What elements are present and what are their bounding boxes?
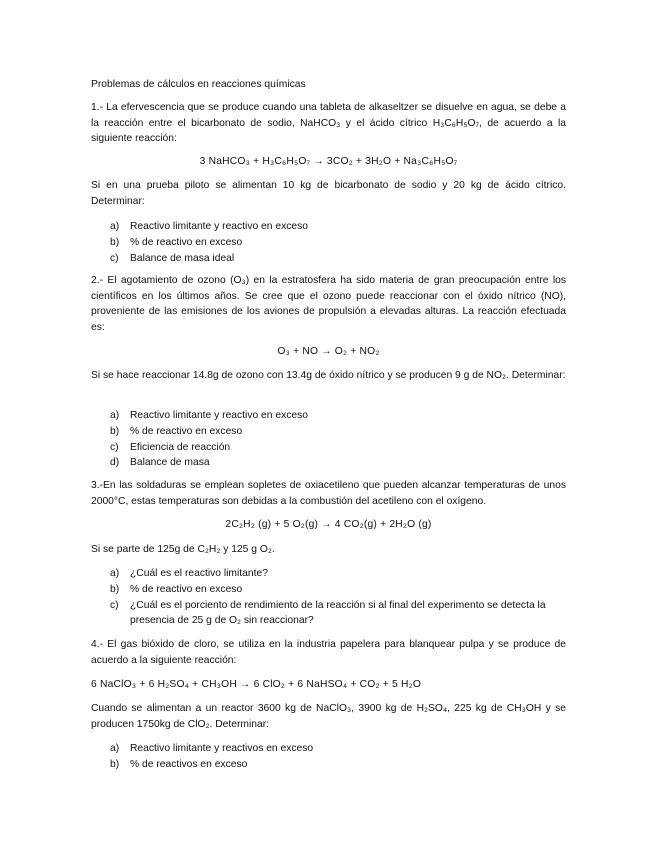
problem-2-list: [110, 408, 570, 471]
list-item: b) % de reactivo en exceso: [110, 583, 243, 595]
problem-3-equation: 2C₂H₂ (g) + 5 O₂(g) → 4 CO₂(g) + 2H₂O (g): [225, 519, 432, 530]
problem-1-list: [110, 219, 570, 266]
list-item: d) Balance de masa: [110, 457, 210, 469]
problem-4-list: [110, 741, 570, 773]
problem-3-data: Si se parte de 125g de C₂H₂ y 125 g O₂.: [91, 544, 275, 555]
list-item: a) Reactivo limitante y reactivos en exceso: [110, 743, 314, 754]
problem-2-text: 2.- El agotamiento de ozono (O₃) en la estratosfera ha sido materia de gran preocupación entre los científicos en los últimos años. Se cree que el ozono puede reaccionar con el óxido nítrico (NO), proveniente de las emisiones de los aviones de propulsión a elevadas alturas. La reacción efectuada es:: [91, 275, 566, 333]
list-item: c) Eficiencia de reacción: [110, 441, 231, 453]
problem-3-list: [110, 566, 570, 629]
list-item: b) % de reactivos en exceso: [110, 758, 248, 770]
problem-1-text: 1.- La efervescencia que se produce cuando una tableta de alkaseltzer se disuelve en agua, se debe a la reacción entre el bicarbonato de sodio, NaHCO₃ y el ácido cítrico H₃C₆H₅O₇, de acuerdo a la siguiente reacción:: [91, 102, 566, 144]
problem-1-data: Si en una prueba piloto se alimentan 10 kg de bicarbonato de sodio y 20 kg de ácido cítrico. Determinar:: [91, 180, 566, 207]
list-item: b) % de reactivo en exceso: [110, 425, 243, 437]
problem-4-data: Cuando se alimentan a un reactor 3600 kg de NaClO₃, 3900 kg de H₂SO₄, 225 kg de CH₃OH y se producen 1750kg de ClO₂. Determinar:: [91, 703, 566, 730]
problem-1-equation: 3 NaHCO₃ + H₃C₆H₅O₇ → 3CO₂ + 3H₂O + Na₃C₆H₅O₇: [199, 156, 458, 167]
list-item: a) Reactivo limitante y reactivo en exceso: [110, 221, 308, 232]
list-item: c) ¿Cuál es el porciento de rendimiento de la reacción si al final del experimento se detecta la presencia de 25 g de O₂ sin reaccionar?: [110, 599, 546, 627]
problem-4-text: 4.- El gas bióxido de cloro, se utiliza en la industria papelera para blanquear pulpa y se produce de acuerdo a la siguiente reacción:: [91, 639, 566, 666]
problem-2-equation: O₃ + NO → O₂ + NO₂: [277, 346, 380, 357]
list-item: a) Reactivo limitante y reactivo en exceso: [110, 410, 308, 421]
problem-3-text: 3.-En las soldaduras se emplean sopletes de oxiacetileno que pueden alcanzar temperaturas de unos 2000°C, estas temperaturas son debidas a la combustión del acetileno con el oxígeno.: [91, 480, 566, 507]
problem-2-data: Si se hace reaccionar 14.8g de ozono con 13.4g de óxido nítrico y se producen 9 g de NO₂. Determinar:: [91, 370, 566, 381]
page-title: Problemas de cálculos en reacciones químicas: [91, 79, 306, 90]
problem-4-equation: 6 NaClO₃ + 6 H₂SO₄ + CH₃OH → 6 ClO₂ + 6 NaHSO₄ + CO₂ + 5 H₂O: [91, 679, 422, 690]
list-item: a) ¿Cuál es el reactivo limitante?: [110, 568, 268, 579]
list-item: b) % de reactivo en exceso: [110, 236, 243, 248]
list-item: c) Balance de masa ideal: [110, 252, 235, 264]
